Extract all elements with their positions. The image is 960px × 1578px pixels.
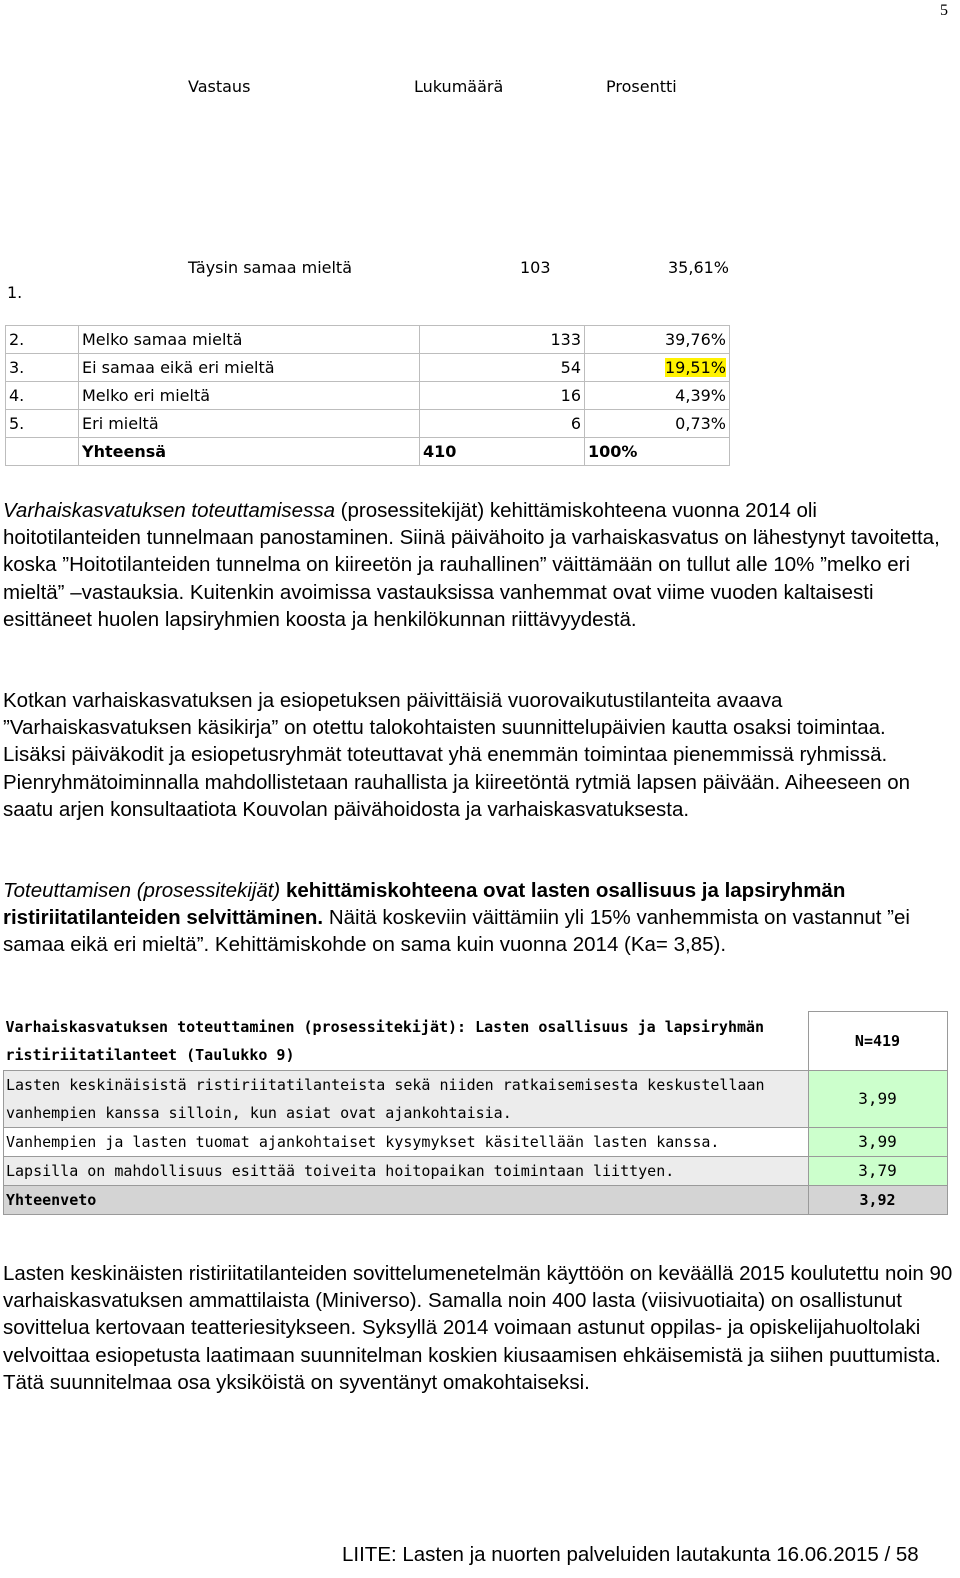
row-count: 103	[520, 258, 551, 277]
highlight: 19,51%	[664, 358, 726, 377]
statement: Lasten keskinäisistä ristiriitatilanteista sekä niiden ratkaisemisesta keskustellaan vanhempien kanssa silloin, kun asiat ovat ajankohtaisia.	[4, 1071, 809, 1128]
statement: Lapsilla on mahdollisuus esittää toiveita hoitopaikan toimintaan liittyen.	[4, 1157, 809, 1186]
paragraph-text: Kotkan varhaiskasvatuksen ja esiopetuksen päivittäisiä vuorovaikutustilanteita avaava ”Varhaiskasvatuksen käsikirja” on otettu talokohtaisten suunnittelupäivien kautta osaksi toimintaa. Lisäksi päiväkodit ja esiopetusryhmät toteuttavat yhä enemmän toimintaa pienemmissä ryhmissä. Pienryhmätoiminnalla mahdollistetaan rauhallista ja kiireetöntä rytmiä lapsen päivään. Aiheeseen on saatu arjen konsultaatiota Kouvolan päivähoidosta ja varhaiskasvatuksesta.	[3, 689, 911, 821]
column-header-count: Lukumäärä	[414, 77, 504, 96]
row-count: 133	[420, 326, 585, 354]
row-index: 3.	[6, 354, 79, 382]
column-header-percent: Prosentti	[606, 77, 677, 96]
paragraph-text: Näitä koskeviin väittämiin yli 15% vanhemmista on vastannut ”ei samaa eikä eri mieltä”. Kehittämiskohde on sama kuin vuonna 2014 (Ka= 3,85).	[3, 906, 910, 957]
paragraph-italic: Toteuttamisen (prosessitekijät)	[3, 879, 281, 902]
table-row	[6, 354, 730, 382]
n-count: N=419	[808, 1012, 947, 1071]
paragraph-text: (prosessitekijät) kehittämiskohteena vuonna 2014 oli hoitotilanteiden tunnelmaan panostaminen. Siinä päivähoito ja varhaiskasvatus on lähestynyt tavoitetta, koska ”Hoitotilanteiden tunnelma on kiireetön ja rauhallinen” väittämään on tullut alle 10% ”melko eri mieltä” –vastauksia. Kuitenkin avoimissa vastauksissa vanhemmat ovat viime vuoden kaltaisesti esittäneet huolen lapsiryhmien koosta ja henkilökunnan riittävyydestä.	[3, 499, 940, 631]
paragraph-text: Lasten keskinäisten ristiriitatilanteiden sovittelumenetelmän käyttöön on keväällä 2015 koulutettu noin 90 varhaiskasvatuksen ammattilaista (Miniverso). Samalla noin 400 lasta (viisivuotiaita) on osallistunut sovittelua kertovaan teatteriesitykseen. Syksyllä 2014 voimaan astunut oppilas- ja opiskelijahuoltolaki velvoittaa esiopetusta laatimaan suunnitelman koskien kiusaamisen ehkäisemistä ja siihen puuttumista. Tätä suunnitelmaa osa yksiköistä on syventänyt omakohtaiseksi.	[3, 1262, 953, 1394]
table-row	[4, 1071, 948, 1128]
row-percent-highlighted	[585, 354, 730, 382]
total-count: 410	[420, 438, 585, 466]
paragraph-2	[3, 687, 953, 823]
total-label: Yhteensä	[79, 438, 420, 466]
answers-table	[5, 325, 730, 466]
row-count: 6	[420, 410, 585, 438]
page-number: 5	[940, 2, 948, 19]
row-percent: 35,61%	[668, 258, 730, 277]
summary-row	[4, 1186, 948, 1215]
row-answer: Melko eri mieltä	[79, 382, 420, 410]
table-row	[6, 326, 730, 354]
mean-value: 3,99	[808, 1071, 947, 1128]
row-answer: Ei samaa eikä eri mieltä	[79, 354, 420, 382]
survey-table	[3, 1011, 948, 1215]
column-header-answer: Vastaus	[188, 77, 251, 96]
row-count: 16	[420, 382, 585, 410]
total-percent: 100%	[585, 438, 730, 466]
table-row	[4, 1157, 948, 1186]
paragraph-3	[3, 877, 953, 959]
statement: Vanhempien ja lasten tuomat ajankohtaiset kysymykset käsitellään lasten kanssa.	[4, 1128, 809, 1157]
row-answer: Melko samaa mieltä	[79, 326, 420, 354]
total-row	[6, 438, 730, 466]
row-answer: Täysin samaa mieltä	[188, 258, 353, 277]
paragraph-bold: kehittämiskohteena ovat lasten osallisuus ja lapsiryhmän ristiriitatilanteiden selvittäminen.	[3, 879, 846, 930]
row-percent: 0,73%	[585, 410, 730, 438]
paragraph-1	[3, 497, 953, 633]
mean-value: 3,79	[808, 1157, 947, 1186]
table-row	[6, 382, 730, 410]
table-row	[4, 1128, 948, 1157]
paragraph-4	[3, 1260, 953, 1396]
paragraph-italic: Varhaiskasvatuksen toteuttamisessa	[3, 499, 335, 522]
row-percent: 4,39%	[585, 382, 730, 410]
row-index: 2.	[6, 326, 79, 354]
row-percent: 39,76%	[585, 326, 730, 354]
table-row	[6, 410, 730, 438]
row-index: 4.	[6, 382, 79, 410]
summary-value: 3,92	[808, 1186, 947, 1215]
table-header-row	[4, 1012, 948, 1071]
mean-value: 3,99	[808, 1128, 947, 1157]
row-answer: Eri mieltä	[79, 410, 420, 438]
row-index: 1.	[7, 283, 23, 302]
row-count: 54	[420, 354, 585, 382]
footer: LIITE: Lasten ja nuorten palveluiden lautakunta 16.06.2015 / 58	[342, 1543, 919, 1566]
table-title: Varhaiskasvatuksen toteuttaminen (prosessitekijät): Lasten osallisuus ja lapsiryhmän ristiriitatilanteet (Taulukko 9)	[4, 1012, 809, 1071]
row-index: 5.	[6, 410, 79, 438]
summary-label: Yhteenveto	[4, 1186, 809, 1215]
empty-cell	[6, 438, 79, 466]
